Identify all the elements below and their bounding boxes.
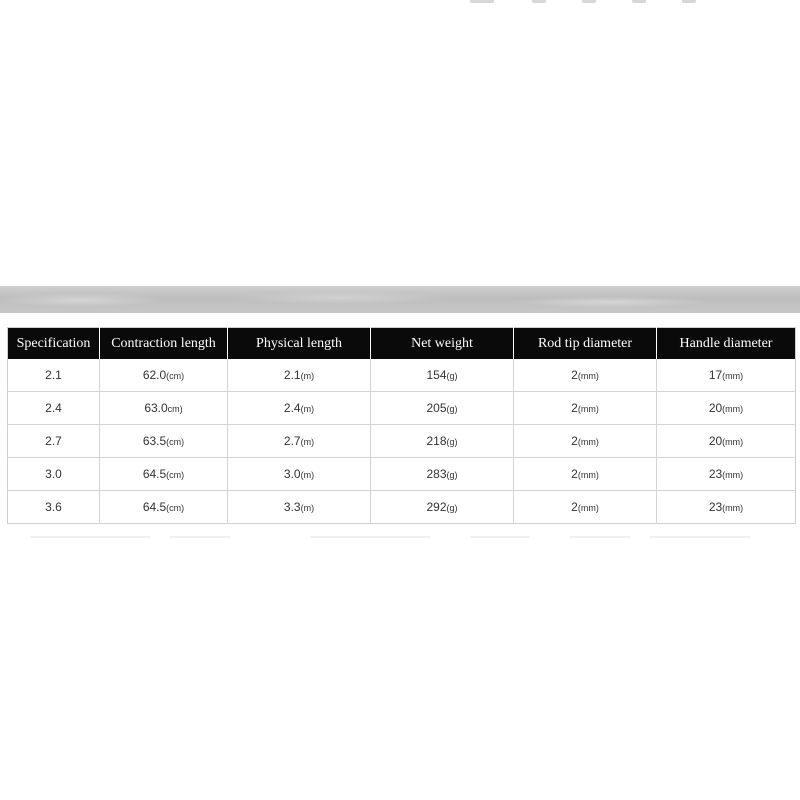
cell-specification: 2.4 (8, 392, 100, 425)
cell-net-weight: 205(g) (371, 392, 514, 425)
cell-specification: 2.1 (8, 359, 100, 392)
bottom-mark (650, 536, 750, 538)
cell-rod-tip-diameter: 2(mm) (514, 458, 657, 491)
cell-physical-length: 3.3(m) (228, 491, 371, 524)
cell-rod-tip-diameter: 2(mm) (514, 359, 657, 392)
cell-net-weight: 283(g) (371, 458, 514, 491)
cell-net-weight: 218(g) (371, 425, 514, 458)
cell-physical-length: 2.4(m) (228, 392, 371, 425)
bottom-mark (310, 536, 430, 538)
table-row (8, 491, 796, 524)
cell-handle-diameter: 20(mm) (657, 425, 796, 458)
cell-net-weight: 154(g) (371, 359, 514, 392)
cell-specification: 2.7 (8, 425, 100, 458)
table-header-row (8, 328, 796, 360)
cell-specification: 3.0 (8, 458, 100, 491)
header-contraction-length: Contraction length (100, 328, 228, 360)
cell-handle-diameter: 23(mm) (657, 491, 796, 524)
cell-contraction-length: 63.5(cm) (100, 425, 228, 458)
cell-rod-tip-diameter: 2(mm) (514, 425, 657, 458)
bottom-mark (170, 536, 230, 538)
bottom-mark (30, 536, 150, 538)
top-mark (632, 0, 646, 3)
bottom-edge-marks (30, 536, 760, 539)
specification-table (7, 327, 796, 524)
cell-handle-diameter: 23(mm) (657, 458, 796, 491)
decorative-stone-band (0, 286, 800, 313)
cell-net-weight: 292(g) (371, 491, 514, 524)
top-edge-marks (470, 0, 710, 4)
header-physical-length: Physical length (228, 328, 371, 360)
cell-contraction-length: 62.0(cm) (100, 359, 228, 392)
bottom-mark (470, 536, 530, 538)
table-row (8, 458, 796, 491)
top-mark (582, 0, 596, 3)
cell-physical-length: 2.1(m) (228, 359, 371, 392)
header-handle-diameter: Handle diameter (657, 328, 796, 360)
cell-physical-length: 2.7(m) (228, 425, 371, 458)
cell-physical-length: 3.0(m) (228, 458, 371, 491)
bottom-mark (570, 536, 630, 538)
cell-handle-diameter: 20(mm) (657, 392, 796, 425)
table-row (8, 359, 796, 392)
table-row (8, 425, 796, 458)
cell-contraction-length: 63.0cm) (100, 392, 228, 425)
cell-rod-tip-diameter: 2(mm) (514, 392, 657, 425)
top-mark (470, 0, 494, 3)
cell-specification: 3.6 (8, 491, 100, 524)
header-rod-tip-diameter: Rod tip diameter (514, 328, 657, 360)
cell-contraction-length: 64.5(cm) (100, 458, 228, 491)
cell-contraction-length: 64.5(cm) (100, 491, 228, 524)
cell-rod-tip-diameter: 2(mm) (514, 491, 657, 524)
top-mark (532, 0, 546, 3)
header-net-weight: Net weight (371, 328, 514, 360)
table-row (8, 392, 796, 425)
header-specification: Specification (8, 328, 100, 360)
top-mark (682, 0, 696, 3)
cell-handle-diameter: 17(mm) (657, 359, 796, 392)
